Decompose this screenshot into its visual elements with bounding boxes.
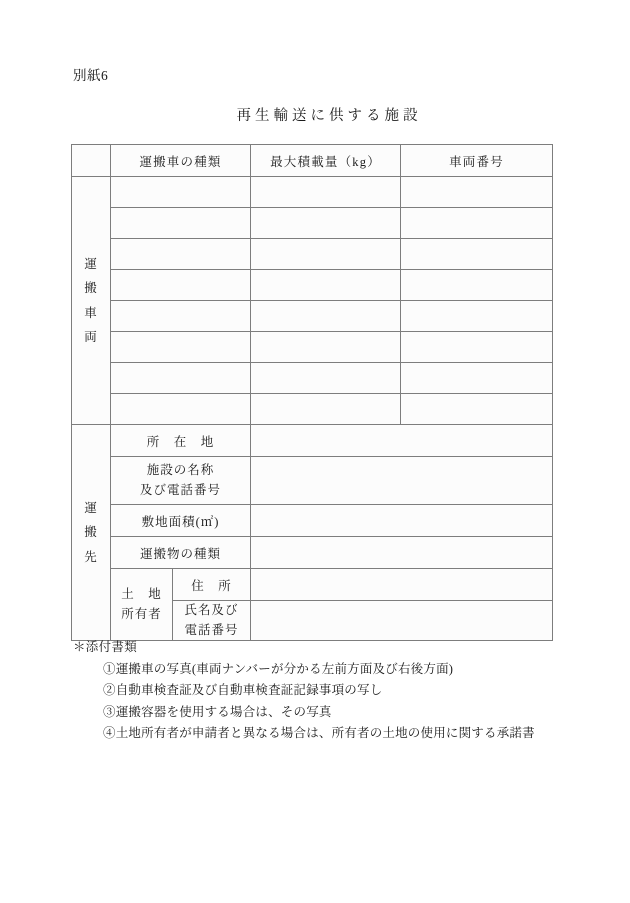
header-max-load: 最大積載量（kg） bbox=[251, 145, 401, 177]
header-corner-cell bbox=[72, 145, 111, 177]
document-title: 再生輸送に供する施設 bbox=[236, 108, 422, 124]
site-area-input[interactable] bbox=[251, 505, 553, 537]
table-row-facility-name bbox=[72, 457, 553, 505]
table-row bbox=[72, 363, 553, 394]
label-owner-name-phone bbox=[173, 601, 251, 641]
facility-name-input[interactable] bbox=[251, 457, 553, 505]
vehicle-number-input[interactable] bbox=[401, 270, 553, 301]
vehicle-type-input[interactable] bbox=[111, 270, 251, 301]
label-line: 及び電話番号 bbox=[140, 482, 222, 497]
owner-address-input[interactable] bbox=[251, 569, 553, 601]
facility-form-table bbox=[71, 144, 553, 641]
max-load-input[interactable] bbox=[251, 301, 401, 332]
vehicle-type-input[interactable] bbox=[111, 394, 251, 425]
vehicle-number-input[interactable] bbox=[401, 301, 553, 332]
side-label-char: 搬 bbox=[84, 281, 98, 296]
vehicle-number-input[interactable] bbox=[401, 363, 553, 394]
vehicle-type-input[interactable] bbox=[111, 332, 251, 363]
note-item: ④土地所有者が申請者と異なる場合は、所有者の土地の使用に関する承諾書 bbox=[103, 726, 535, 740]
table-row bbox=[72, 394, 553, 425]
side-label-char: 運 bbox=[84, 256, 98, 271]
side-label-char: 搬 bbox=[84, 525, 98, 540]
vehicle-number-input[interactable] bbox=[401, 239, 553, 270]
vehicle-type-input[interactable] bbox=[111, 363, 251, 394]
max-load-input[interactable] bbox=[251, 394, 401, 425]
label-line: 土 地 bbox=[121, 587, 162, 602]
vehicle-number-input[interactable] bbox=[401, 208, 553, 239]
table-header-row bbox=[72, 145, 553, 177]
side-label-char: 両 bbox=[84, 329, 98, 344]
owner-name-phone-input[interactable] bbox=[251, 601, 553, 641]
side-label-char: 運 bbox=[84, 500, 98, 515]
notes-heading: ＊添付書類 bbox=[73, 640, 138, 654]
cargo-type-input[interactable] bbox=[251, 537, 553, 569]
side-label-destination bbox=[72, 425, 111, 641]
max-load-input[interactable] bbox=[251, 177, 401, 208]
vehicle-number-input[interactable] bbox=[401, 177, 553, 208]
label-site-area: 敷地面積(㎡) bbox=[111, 505, 251, 537]
attachment-notes bbox=[73, 637, 593, 745]
vehicle-number-input[interactable] bbox=[401, 332, 553, 363]
label-cargo-type: 運搬物の種類 bbox=[111, 537, 251, 569]
label-line: 施設の名称 bbox=[146, 463, 215, 478]
max-load-input[interactable] bbox=[251, 208, 401, 239]
table-row-cargo-type bbox=[72, 537, 553, 569]
table-row bbox=[72, 177, 553, 208]
table-row bbox=[72, 270, 553, 301]
side-label-vehicle bbox=[72, 177, 111, 425]
vehicle-type-input[interactable] bbox=[111, 208, 251, 239]
label-land-owner bbox=[111, 569, 173, 641]
header-vehicle-type: 運搬車の種類 bbox=[111, 145, 251, 177]
label-line: 所有者 bbox=[121, 606, 162, 621]
max-load-input[interactable] bbox=[251, 332, 401, 363]
max-load-input[interactable] bbox=[251, 239, 401, 270]
location-input[interactable] bbox=[251, 425, 553, 457]
label-facility-name bbox=[111, 457, 251, 505]
max-load-input[interactable] bbox=[251, 270, 401, 301]
vehicle-type-input[interactable] bbox=[111, 301, 251, 332]
header-vehicle-number: 車両番号 bbox=[401, 145, 553, 177]
note-item: ②自動車検査証及び自動車検査証記録事項の写し bbox=[103, 683, 383, 697]
document-reference-label: 別紙6 bbox=[73, 68, 109, 83]
label-line: 電話番号 bbox=[184, 622, 239, 637]
max-load-input[interactable] bbox=[251, 363, 401, 394]
table-row-location bbox=[72, 425, 553, 457]
table-row bbox=[72, 332, 553, 363]
vehicle-type-input[interactable] bbox=[111, 177, 251, 208]
table-row bbox=[72, 301, 553, 332]
side-label-char: 車 bbox=[84, 305, 98, 320]
note-item: ①運搬車の写真(車両ナンバーが分かる左前方面及び右後方面) bbox=[103, 661, 454, 676]
table-row bbox=[72, 239, 553, 270]
label-location: 所 在 地 bbox=[111, 425, 251, 457]
notes-list bbox=[73, 659, 593, 745]
vehicle-type-input[interactable] bbox=[111, 239, 251, 270]
note-item: ③運搬容器を使用する場合は、その写真 bbox=[103, 704, 332, 719]
table-row bbox=[72, 208, 553, 239]
table-row-site-area bbox=[72, 505, 553, 537]
label-line: 氏名及び bbox=[184, 603, 239, 618]
table-row-owner-address bbox=[72, 569, 553, 601]
vehicle-number-input[interactable] bbox=[401, 394, 553, 425]
side-label-char: 先 bbox=[84, 549, 98, 564]
label-owner-address: 住 所 bbox=[173, 569, 251, 601]
